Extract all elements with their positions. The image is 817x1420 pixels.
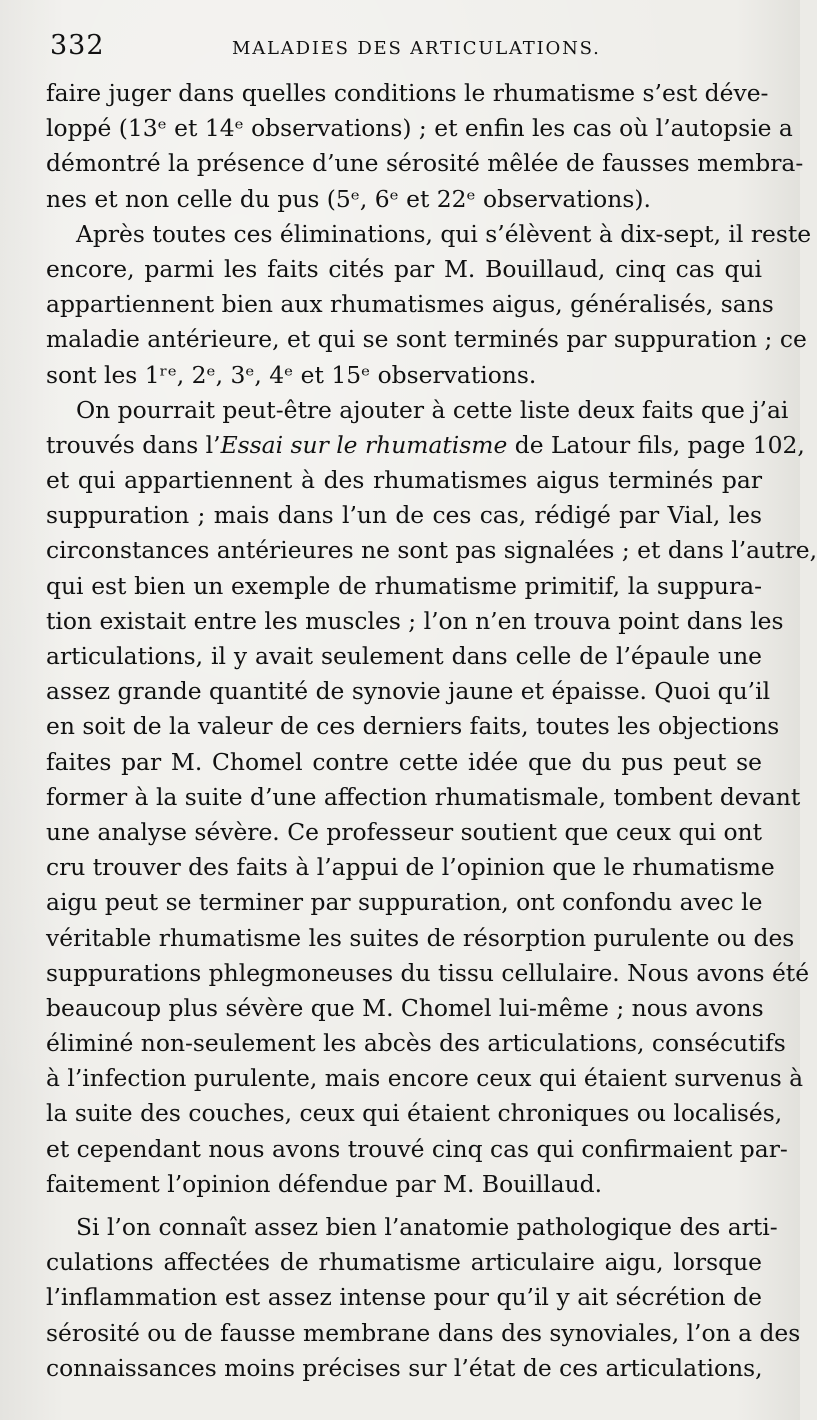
text-line: encore, parmi les faits cités par M. Bouillaud, cinq cas qui bbox=[46, 254, 762, 283]
text-line: éliminé non-seulement les abcès des articulations, consécutifs bbox=[46, 1029, 786, 1058]
text-segment: trouvés dans l’ bbox=[46, 430, 221, 459]
book-title: Essai sur le rhumatisme bbox=[220, 430, 508, 459]
text-line: nes et non celle du pus (5ᵉ, 6ᵉ et 22ᵉ observations). bbox=[46, 184, 651, 213]
text-line: la suite des couches, ceux qui étaient chroniques ou localisés, bbox=[46, 1099, 783, 1128]
text-line: sérosité ou de fausse membrane dans des synoviales, l’on a des bbox=[46, 1318, 801, 1347]
text-line bbox=[46, 428, 805, 463]
text-line: faire juger dans quelles conditions le rhumatisme s’est déve- bbox=[46, 79, 769, 107]
text-line: former à la suite d’une affection rhumatismale, tombent devant bbox=[46, 782, 801, 811]
text-line: assez grande quantité de synovie jaune et épaisse. Quoi qu’il bbox=[46, 677, 771, 706]
text-line: suppurations phlegmoneuses du tissu cellulaire. Nous avons été bbox=[46, 958, 810, 987]
text-line: aigu peut se terminer par suppuration, ont confondu avec le bbox=[46, 888, 763, 917]
text-line: On pourrait peut-être ajouter à cette liste deux faits que j’ai bbox=[76, 395, 789, 424]
paragraph-spacer bbox=[46, 1202, 762, 1210]
text-line: cru trouver des faits à l’appui de l’opinion que le rhumatisme bbox=[46, 853, 775, 882]
text-line: l’inflammation est assez intense pour qu’il y ait sécrétion de bbox=[46, 1283, 762, 1312]
text-line: faitement l’opinion défendue par M. Bouillaud. bbox=[46, 1169, 603, 1198]
text-line: maladie antérieure, et qui se sont terminés par suppuration ; ce bbox=[46, 325, 807, 354]
text-line: une analyse sévère. Ce professeur soutient que ceux qui ont bbox=[46, 817, 762, 846]
text-line: appartiennent bien aux rhumatismes aigus, généralisés, sans bbox=[46, 290, 774, 319]
text-line: qui est bien un exemple de rhumatisme primitif, la suppura- bbox=[46, 571, 762, 600]
page-number: 332 bbox=[50, 30, 105, 61]
paragraph-2 bbox=[46, 217, 812, 393]
text-line: culations affectées de rhumatisme articulaire aigu, lorsque bbox=[46, 1248, 762, 1277]
text-line: et cependant nous avons trouvé cinq cas qui confirmaient par- bbox=[46, 1134, 788, 1163]
body-text bbox=[46, 76, 817, 1386]
text-line: beaucoup plus sévère que M. Chomel lui-même ; nous avons bbox=[46, 993, 764, 1022]
text-line: Après toutes ces éliminations, qui s’élèvent à dix-sept, il reste bbox=[76, 219, 812, 248]
text-line: circonstances antérieures ne sont pas signalées ; et dans l’autre, bbox=[46, 536, 817, 565]
text-segment: de Latour fils, page 102, bbox=[507, 430, 805, 459]
page-header bbox=[50, 30, 760, 70]
text-line: loppé (13ᵉ et 14ᵉ observations) ; et enfin les cas où l’autopsie a bbox=[46, 114, 793, 143]
text-line: véritable rhumatisme les suites de résorption purulente ou des bbox=[46, 923, 795, 952]
text-line: Si l’on connaît assez bien l’anatomie pathologique des arti- bbox=[76, 1213, 778, 1241]
text-line: faites par M. Chomel contre cette idée que du pus peut se bbox=[46, 747, 762, 776]
text-line: articulations, il y avait seulement dans celle de l’épaule une bbox=[46, 642, 762, 670]
paragraph-1 bbox=[46, 76, 804, 217]
text-line: en soit de la valeur de ces derniers faits, toutes les objections bbox=[46, 712, 780, 741]
text-line: à l’infection purulente, mais encore ceux qui étaient survenus à bbox=[46, 1064, 804, 1093]
running-title: MALADIES DES ARTICULATIONS. bbox=[232, 38, 601, 59]
text-line: sont les 1ʳᵉ, 2ᵉ, 3ᵉ, 4ᵉ et 15ᵉ observations. bbox=[46, 360, 537, 389]
paragraph-3 bbox=[46, 393, 817, 1202]
text-line: suppuration ; mais dans l’un de ces cas, rédigé par Vial, les bbox=[46, 501, 762, 530]
text-line: et qui appartiennent à des rhumatismes aigus terminés par bbox=[46, 466, 762, 495]
text-line: connaissances moins précises sur l’état de ces articulations, bbox=[46, 1353, 763, 1382]
text-line: démontré la présence d’une sérosité mêlée de fausses membra- bbox=[46, 149, 804, 178]
text-line: tion existait entre les muscles ; l’on n’en trouva point dans les bbox=[46, 606, 784, 635]
paragraph-4 bbox=[46, 1210, 801, 1386]
